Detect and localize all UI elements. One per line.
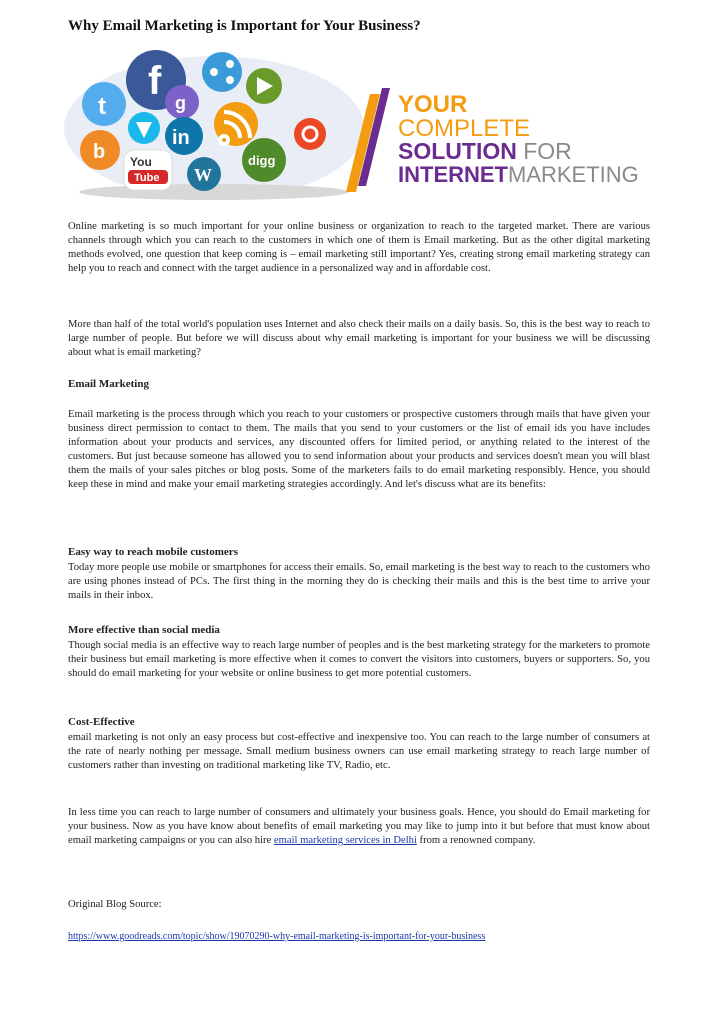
- source-url-link[interactable]: https://www.goodreads.com/topic/show/19070290-why-email-marketing-is-important-for-your-business: [68, 931, 486, 942]
- closing-paragraph: [68, 806, 650, 848]
- digg-icon: [242, 138, 286, 182]
- twitter-icon: [82, 82, 126, 126]
- play-icon: [246, 68, 282, 104]
- linkedin-icon: [165, 117, 203, 155]
- source-url-line: [68, 930, 650, 944]
- intro-paragraph: Online marketing is so much important for your online business or organization to reach to the targeted market. There are various channels through which you can reach to the customers in which one of them is Email marketing. But as the other digital marketing methods evolved, one question that keep coming is – email marketing still important? Yes, creating strong email marketing strategy can help you to reach and connect with the target audience in a personalized way and in affordable cost.: [68, 221, 650, 274]
- svg-text:f: f: [148, 59, 162, 103]
- svg-text:t: t: [98, 93, 106, 120]
- section-heading-mobile: Easy way to reach mobile customers: [68, 546, 238, 558]
- svg-text:Tube: Tube: [134, 172, 160, 184]
- social-paragraph: Though social media is an effective way to reach large number of peoples and is the best marketing strategy for the marketers to promote their business but email marketing is more effective when it comes to convert the visitors into customers, buyers or supporters. So, you should do email marketing for your website or online business to get more potential customers.: [68, 640, 650, 679]
- svg-text:g: g: [175, 93, 186, 113]
- banner-tagline: [398, 91, 639, 187]
- cost-paragraph: email marketing is not only an easy process but cost-effective and inexpensive too. You can reach to the large number of consumers at the rate of nearly nothing per message. Small medium business owners can use email marketing strategy to reach large number of customers rather than investing on traditional marketing like TV, Radio, etc.: [68, 732, 650, 771]
- internet-marketing-banner: [64, 42, 654, 202]
- closing-text-end: from a renowned company.: [416, 835, 536, 846]
- svg-text:You: You: [130, 155, 152, 169]
- tagline-internet-marketing: INTERNETMARKETING: [398, 162, 639, 187]
- email-marketing-paragraph: Email marketing is the process through which you reach to your customers or prospective customers through mails that have given your business direct permission to contact to them. The mails that you send to your customers or the list of email ids you have includes information about your products and services, any discounted offers for limited period, or anything related to the interest of the customers. But just because someone has allowed you to send information about your products and services doesn't mean you will blast them the mails of your sales pitches or blog posts. Some of the marketers fails to do email marketing responsibly. Hence, you should keep these in mind and make your email marketing strategies accordingly. And let's discuss what are its benefits:: [68, 409, 650, 490]
- vimeo-icon: [128, 112, 160, 144]
- section-heading-cost: Cost-Effective: [68, 716, 135, 728]
- tagline-complete: COMPLETE: [398, 115, 531, 142]
- tagline-your: YOUR: [398, 91, 468, 118]
- population-paragraph: More than half of the total world's population uses Internet and also check their mails on a daily basis. So, this is the best way to reach to large number of people. But before we will discuss about why email marketing is important for your business we will be discussing about what is email marketing?: [68, 319, 650, 358]
- page-title: Why Email Marketing is Important for Your Business?: [68, 18, 421, 34]
- source-label: Original Blog Source:: [68, 899, 162, 910]
- svg-text:b: b: [93, 141, 106, 163]
- email-marketing-services-link[interactable]: email marketing services in Delhi: [273, 835, 417, 846]
- svg-text:digg: digg: [248, 153, 276, 168]
- svg-text:W: W: [194, 165, 212, 185]
- closing-text-start: In less time you can reach to large number of consumers and ultimately your business goals. Hence, you should do Email marketing for your business. Now as you have know about benefits of email marketing you may like to jump into it but before that must know about email marketing campaigns or you can also hire: [68, 807, 650, 846]
- share-icon: [202, 52, 242, 92]
- stumble-icon: [294, 118, 326, 150]
- tagline-solution-for: SOLUTION FOR: [398, 138, 572, 164]
- rss-icon: [214, 102, 258, 146]
- google-plus-icon: [165, 85, 199, 119]
- wordpress-icon: [187, 157, 221, 191]
- blogger-icon: [80, 130, 120, 170]
- section-heading-email-marketing: Email Marketing: [68, 378, 149, 390]
- mobile-paragraph: Today more people use mobile or smartphones for access their emails. So, email marketing is the best way to reach to the customers who are using phones instead of PCs. The first thing in the morning they do is checking their mails and this is the best time to arrive your mails in their inbox.: [68, 562, 650, 601]
- svg-text:in: in: [172, 127, 190, 149]
- youtube-icon: [124, 150, 172, 190]
- section-heading-social: More effective than social media: [68, 624, 220, 636]
